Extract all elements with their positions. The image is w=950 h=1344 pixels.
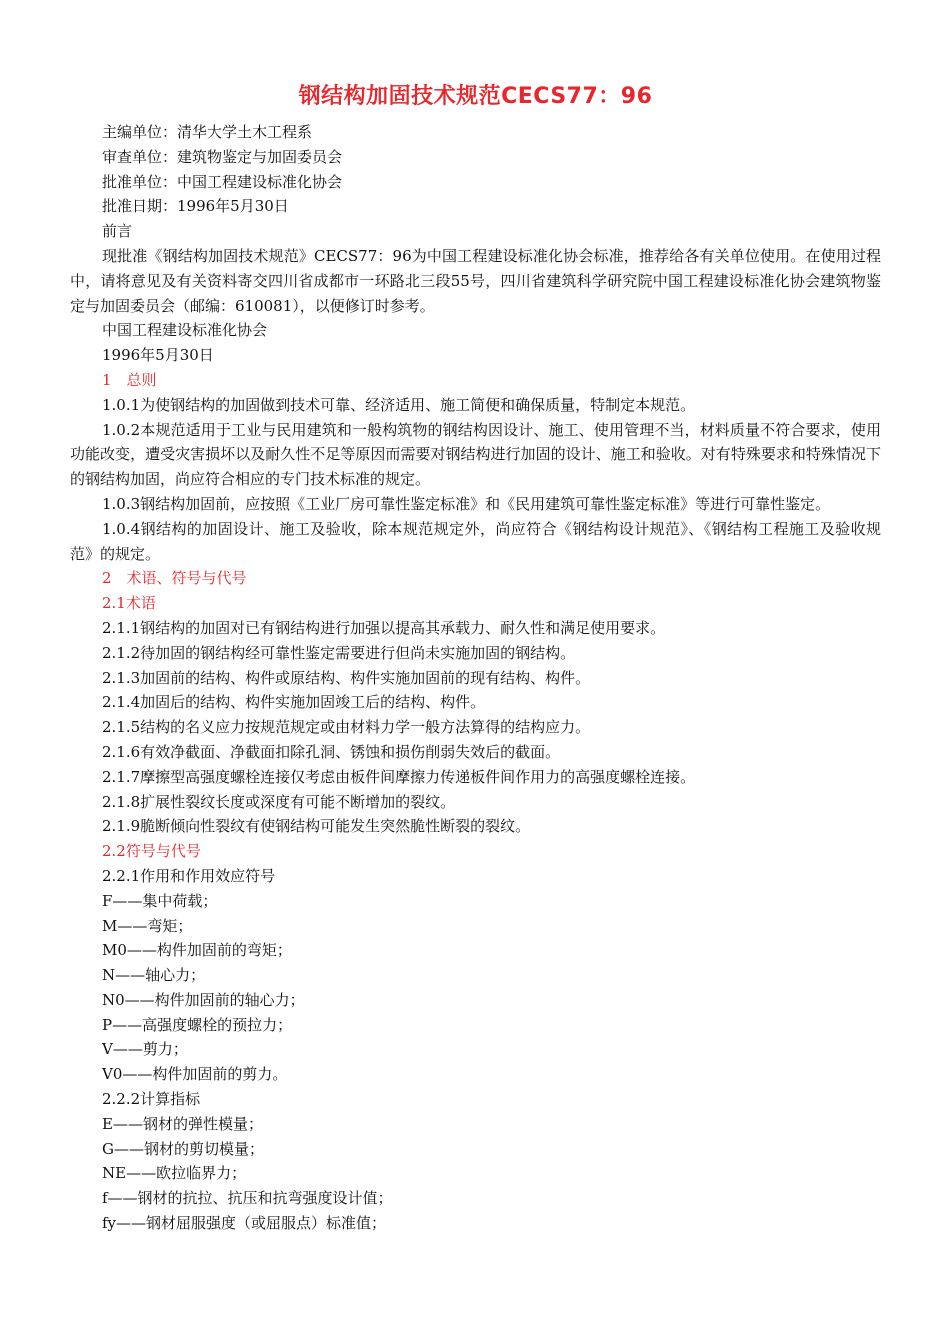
- symbol-item: N0——构件加固前的轴心力；: [102, 990, 305, 1009]
- meta-approval-date: 批准日期：1996年5月30日: [102, 197, 289, 216]
- term-item: 2.1.6有效净截面、净截面扣除孔洞、锈蚀和损伤削弱失效后的截面。: [102, 742, 561, 761]
- symbol-item: F——集中荷载；: [102, 891, 218, 910]
- preface-sign-org: 中国工程建设标准化协会: [102, 321, 268, 340]
- meta-approver: 批准单位：中国工程建设标准化协会: [102, 172, 343, 191]
- document-page: [70, 82, 881, 1236]
- symbol-item: P——高强度螺栓的预拉力；: [102, 1015, 293, 1034]
- clause-1-0-2: 1.0.2本规范适用于工业与民用建筑和一般构筑物的钢结构因设计、施工、使用管理不当，材料质量不符合要求，使用功能改变，遭受灾害损坏以及耐久性不足等原因而需要对钢结构进行加固的设计、施工和验收。对有特殊要求和特殊情况下的钢结构加固，尚应符合相应的专门技术标准的规定。: [70, 420, 881, 489]
- meta-editor: 主编单位：清华大学土木工程系: [102, 123, 313, 141]
- term-item: 2.1.7摩擦型高强度螺栓连接仅考虑由板件间摩擦力传递板件间作用力的高强度螺栓连接。: [102, 767, 696, 786]
- subsection-2-2-1-heading: 2.2.1作用和作用效应符号: [102, 866, 276, 885]
- term-item: 2.1.3加固前的结构、构件或原结构、构件实施加固前的现有结构、构件。: [102, 668, 591, 687]
- section-2-1-heading: 2.1术语: [102, 594, 156, 613]
- symbol-item: fy——钢材屈服强度（或屈服点）标准值；: [102, 1214, 387, 1233]
- symbol-item: V0——构件加固前的剪力。: [102, 1065, 288, 1084]
- symbol-item: M——弯矩；: [102, 916, 193, 935]
- term-item: 2.1.9脆断倾向性裂纹有使钢结构可能发生突然脆性断裂的裂纹。: [102, 817, 531, 836]
- subsection-2-2-2-heading: 2.2.2计算指标: [102, 1090, 201, 1109]
- preface-heading: 前言: [102, 222, 133, 241]
- preface-text: 现批准《钢结构加固技术规范》CECS77：96为中国工程建设标准化协会标准，推荐给各有关单位使用。在使用过程中，请将意见及有关资料寄交四川省成都市一环路北三段55号，四川省建筑科学研究院中国工程建设标准化协会建筑物鉴定与加固委员会（邮编：610081），以便修订时参考。: [70, 246, 881, 315]
- symbol-item: G——钢材的剪切模量；: [102, 1139, 264, 1158]
- term-item: 2.1.8扩展性裂纹长度或深度有可能不断增加的裂纹。: [102, 792, 456, 811]
- document-title: 钢结构加固技术规范CECS77：96: [298, 84, 653, 109]
- symbol-item: V——剪力；: [102, 1040, 188, 1059]
- meta-reviewer: 审查单位：建筑物鉴定与加固委员会: [102, 147, 343, 166]
- symbol-item: f——钢材的抗拉、抗压和抗弯强度设计值；: [102, 1189, 393, 1208]
- term-item: 2.1.2待加固的钢结构经可靠性鉴定需要进行但尚未实施加固的钢结构。: [102, 643, 576, 662]
- chapter-1-heading: 1 总则: [102, 370, 157, 389]
- clause-1-0-1: 1.0.1为使钢结构的加固做到技术可靠、经济适用、施工简便和确保质量，特制定本规范。: [102, 395, 696, 414]
- preface-sign-date: 1996年5月30日: [102, 346, 214, 365]
- symbol-item: N——轴心力；: [102, 966, 206, 985]
- clause-1-0-3: 1.0.3钢结构加固前，应按照《工业厂房可靠性鉴定标准》和《民用建筑可靠性鉴定标准》等进行可靠性鉴定。: [102, 494, 831, 513]
- section-2-2-heading: 2.2符号与代号: [102, 842, 201, 861]
- chapter-2-heading: 2 术语、符号与代号: [102, 569, 247, 588]
- clause-1-0-4: 1.0.4钢结构的加固设计、施工及验收，除本规范规定外，尚应符合《钢结构设计规范》、《钢结构工程施工及验收规范》的规定。: [70, 519, 881, 563]
- term-item: 2.1.4加固后的结构、构件实施加固竣工后的结构、构件。: [102, 693, 486, 712]
- term-item: 2.1.5结构的名义应力按规范规定或由材料力学一般方法算得的结构应力。: [102, 718, 591, 737]
- symbol-item: NE——欧拉临界力；: [102, 1164, 247, 1183]
- symbol-item: M0——构件加固前的弯矩；: [102, 941, 292, 960]
- symbol-item: E——钢材的弹性模量；: [102, 1114, 263, 1133]
- term-item: 2.1.1钢结构的加固对已有钢结构进行加强以提高其承载力、耐久性和满足使用要求。: [102, 618, 666, 637]
